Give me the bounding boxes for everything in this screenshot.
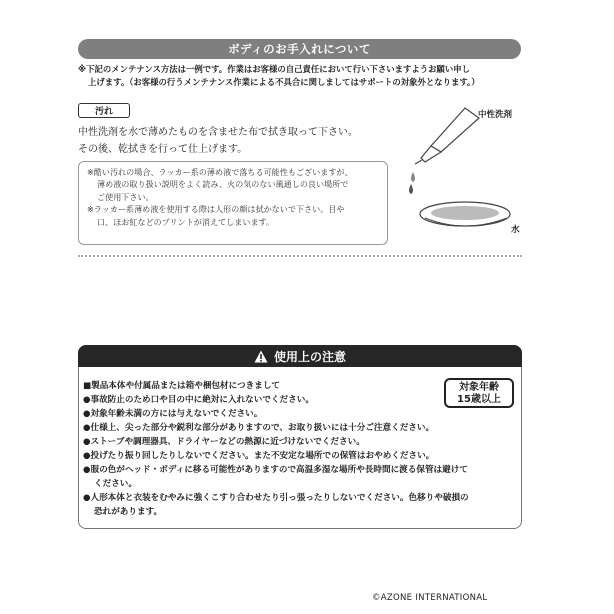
caution-item: ●人形本体と衣装をむやみに強くこすり合わせたり引っ張ったりしないでください。色移りや破損の: [83, 493, 469, 503]
caution-item: ■製品本体や付属品または箱や梱包材につきまして: [83, 381, 281, 391]
detergent-bottle-and-dish-illustration: [395, 100, 515, 240]
water-label: 水: [511, 225, 520, 235]
caution-line-5: 口、ほお紅などのプリントが消えてしまいます。: [97, 216, 275, 227]
drop-icon: [409, 172, 415, 194]
caution-list: [83, 379, 521, 519]
caution-item: ●ストーブや調理器具、ドライヤーなどの熱源に近づけないでください。: [83, 437, 365, 447]
caution-item-continuation: 恐れがあります。: [94, 507, 163, 517]
caution-line-1: ※酷い汚れの場合、ラッカー系の薄め液で落ちる可能性もございますが、: [87, 167, 353, 177]
stain-tag: [78, 103, 130, 118]
cleaning-instructions: [78, 124, 408, 158]
copyright-notice: ©AZONE INTERNATIONAL: [372, 593, 488, 603]
warning-icon: [254, 350, 268, 363]
age-badge-line-1: 対象年齢: [459, 382, 499, 393]
maintenance-section-title: ボディのお手入れについて: [228, 42, 371, 56]
maintenance-disclaimer: [78, 63, 528, 88]
caution-item: ●仕様上、尖った部分や鋭利な部分がありますので、お取り扱いには十分ご注意ください。: [83, 423, 435, 433]
instruction-line-2: その後、乾拭きを行って仕上げます。: [78, 144, 248, 155]
maintenance-section-header: [78, 39, 521, 59]
section-divider: [78, 255, 522, 257]
caution-item: ●事故防止のため口や目の中に絶対に入れないでください。: [83, 395, 314, 405]
caution-line-2: 薄め液の取り扱い説明をよく読み、火の気のない風通しの良い場所で: [97, 179, 349, 190]
lacquer-caution-box: [78, 161, 388, 245]
stain-tag-label: 汚れ: [94, 107, 113, 117]
caution-item: ●服の色がヘッド・ボディに移る可能性がありますので高温多湿な場所や長時間に渡る保管は避けて: [83, 465, 468, 475]
caution-line-4: ※ラッカー系薄め液を使用する際は人形の顔は拭かないで下さい。目や: [87, 204, 345, 215]
detergent-label: 中性洗剤: [478, 110, 513, 120]
detergent-bottle-icon: [415, 108, 479, 164]
disclaimer-line-1: ※下記のメンテナンス方法は一例です。作業はお客様の自己責任において行い下さいますようお願い申し: [78, 64, 471, 74]
instruction-line-1: 中性洗剤を水で薄めたものを含ませた布で拭き取って下さい。: [78, 127, 358, 138]
caution-item: ●投げたり振り回したりしないでください。また不安定な場所での保管はおやめください。: [83, 451, 435, 461]
disclaimer-line-2: 上げます。（お客様の行うメンテナンス作業による不具合に関しましてはサポートの対象外となります。）: [88, 76, 480, 87]
caution-item-continuation: ください。: [94, 479, 137, 489]
caution-line-3: ご使用下さい。: [97, 191, 154, 202]
age-badge-line-2: 15歳以上: [457, 394, 501, 405]
usage-caution-title: 使用上の注意: [273, 349, 346, 364]
usage-caution-header: [78, 345, 522, 367]
dish-icon: [420, 202, 510, 226]
caution-item: ●対象年齢未満の方には与えないでください。: [83, 409, 263, 419]
